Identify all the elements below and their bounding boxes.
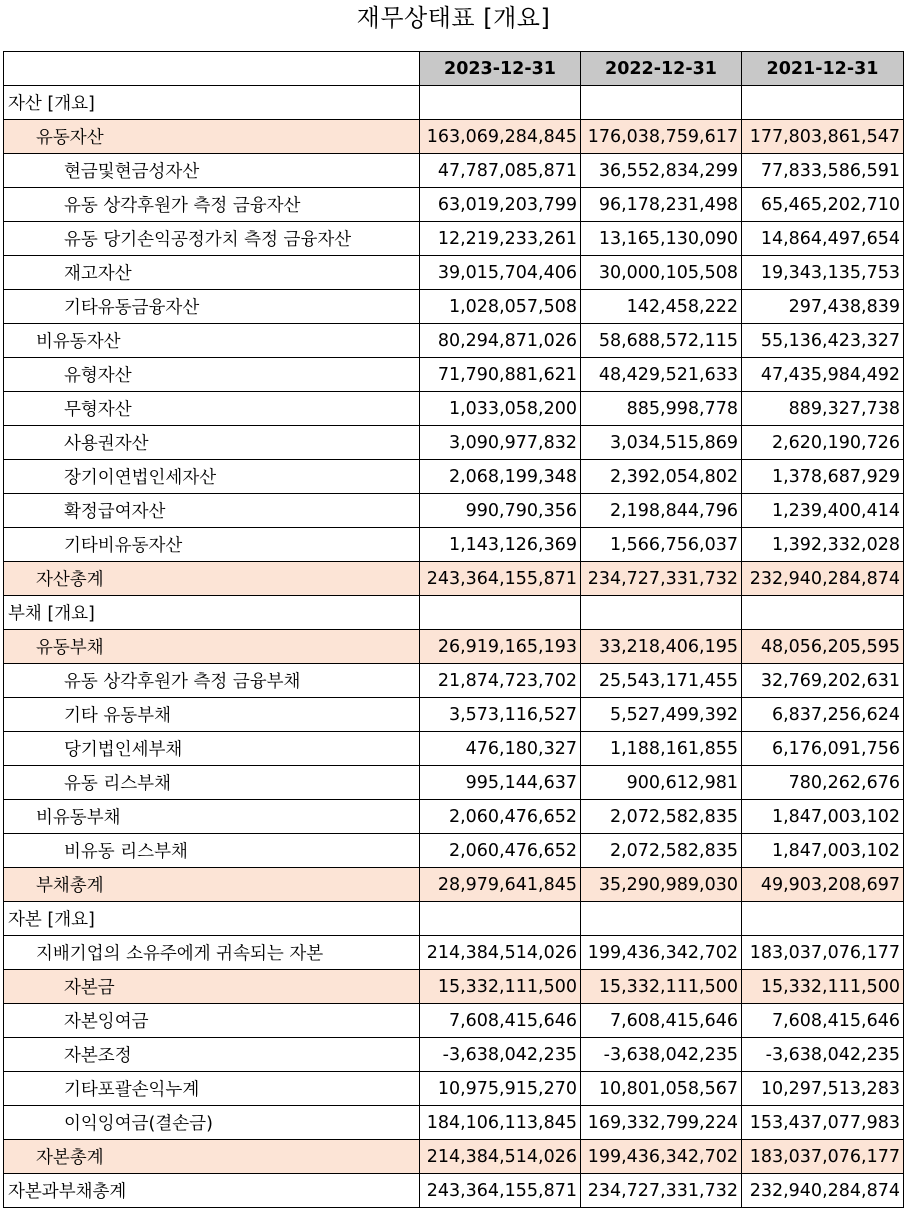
value-cell-2021-12-31: 297,438,839 [742, 290, 904, 324]
value-cell-2023-12-31: 3,573,116,527 [420, 698, 581, 732]
value-cell-2022-12-31: 36,552,834,299 [581, 154, 742, 188]
value-cell-2022-12-31: 15,332,111,500 [581, 970, 742, 1004]
value-cell-2022-12-31: 7,608,415,646 [581, 1004, 742, 1038]
value-cell-2021-12-31: 77,833,586,591 [742, 154, 904, 188]
table-body [4, 86, 904, 1208]
value-cell-2021-12-31: 183,037,076,177 [742, 936, 904, 970]
value-cell-2022-12-31: 5,527,499,392 [581, 698, 742, 732]
row-label: 유동 리스부채 [4, 766, 420, 800]
table-row [4, 698, 904, 732]
value-cell-2023-12-31: 26,919,165,193 [420, 630, 581, 664]
table-row [4, 800, 904, 834]
value-cell-2022-12-31: 176,038,759,617 [581, 120, 742, 154]
row-label: 기타포괄손익누계 [4, 1072, 420, 1106]
value-cell-2023-12-31: 63,019,203,799 [420, 188, 581, 222]
value-cell-2022-12-31: 199,436,342,702 [581, 1140, 742, 1174]
value-cell-2022-12-31: 885,998,778 [581, 392, 742, 426]
table-row [4, 528, 904, 562]
value-cell-2021-12-31: 183,037,076,177 [742, 1140, 904, 1174]
table-row [4, 290, 904, 324]
table-row [4, 664, 904, 698]
table-row [4, 970, 904, 1004]
value-cell-2023-12-31: 15,332,111,500 [420, 970, 581, 1004]
value-cell-2023-12-31: 184,106,113,845 [420, 1106, 581, 1140]
row-label: 현금및현금성자산 [4, 154, 420, 188]
value-cell-2022-12-31: -3,638,042,235 [581, 1038, 742, 1072]
row-label: 기타 유동부채 [4, 698, 420, 732]
value-cell-2022-12-31: 169,332,799,224 [581, 1106, 742, 1140]
value-cell-2021-12-31 [742, 902, 904, 936]
value-cell-2022-12-31: 25,543,171,455 [581, 664, 742, 698]
value-cell-2021-12-31 [742, 86, 904, 120]
value-cell-2022-12-31: 3,034,515,869 [581, 426, 742, 460]
page-title: 재무상태표 [개요] [356, 4, 551, 32]
value-cell-2023-12-31: 47,787,085,871 [420, 154, 581, 188]
value-cell-2023-12-31: 3,090,977,832 [420, 426, 581, 460]
table-row [4, 834, 904, 868]
table-row [4, 324, 904, 358]
value-cell-2021-12-31: 177,803,861,547 [742, 120, 904, 154]
value-cell-2022-12-31: 1,188,161,855 [581, 732, 742, 766]
row-label: 비유동 리스부채 [4, 834, 420, 868]
table-row [4, 630, 904, 664]
row-label: 장기이연법인세자산 [4, 460, 420, 494]
table-row [4, 188, 904, 222]
value-cell-2023-12-31: 163,069,284,845 [420, 120, 581, 154]
value-cell-2023-12-31: 243,364,155,871 [420, 562, 581, 596]
table-row [4, 562, 904, 596]
value-cell-2021-12-31: 65,465,202,710 [742, 188, 904, 222]
value-cell-2022-12-31: 96,178,231,498 [581, 188, 742, 222]
row-label: 유동 상각후원가 측정 금융부채 [4, 664, 420, 698]
value-cell-2022-12-31: 199,436,342,702 [581, 936, 742, 970]
table-row [4, 460, 904, 494]
column-header-2021: 2021-12-31 [742, 52, 904, 86]
row-label: 당기법인세부채 [4, 732, 420, 766]
value-cell-2021-12-31: 49,903,208,697 [742, 868, 904, 902]
row-label: 부채 [개요] [4, 596, 420, 630]
value-cell-2021-12-31: 232,940,284,874 [742, 562, 904, 596]
value-cell-2023-12-31 [420, 596, 581, 630]
row-label: 기타비유동자산 [4, 528, 420, 562]
table-row [4, 256, 904, 290]
value-cell-2021-12-31: 2,620,190,726 [742, 426, 904, 460]
row-label: 기타유동금융자산 [4, 290, 420, 324]
value-cell-2023-12-31: 990,790,356 [420, 494, 581, 528]
value-cell-2021-12-31: -3,638,042,235 [742, 1038, 904, 1072]
value-cell-2021-12-31: 47,435,984,492 [742, 358, 904, 392]
value-cell-2023-12-31: 476,180,327 [420, 732, 581, 766]
value-cell-2021-12-31: 32,769,202,631 [742, 664, 904, 698]
table-row [4, 358, 904, 392]
table-row [4, 766, 904, 800]
value-cell-2021-12-31: 6,176,091,756 [742, 732, 904, 766]
value-cell-2022-12-31: 234,727,331,732 [581, 1174, 742, 1208]
row-label: 자본 [개요] [4, 902, 420, 936]
value-cell-2021-12-31: 7,608,415,646 [742, 1004, 904, 1038]
value-cell-2023-12-31: 1,028,057,508 [420, 290, 581, 324]
value-cell-2023-12-31: 214,384,514,026 [420, 936, 581, 970]
value-cell-2022-12-31: 142,458,222 [581, 290, 742, 324]
table-row [4, 426, 904, 460]
value-cell-2023-12-31: 39,015,704,406 [420, 256, 581, 290]
table-row [4, 1004, 904, 1038]
value-cell-2021-12-31: 55,136,423,327 [742, 324, 904, 358]
row-label: 이익잉여금(결손금) [4, 1106, 420, 1140]
table-row [4, 732, 904, 766]
value-cell-2022-12-31: 33,218,406,195 [581, 630, 742, 664]
row-label: 비유동부채 [4, 800, 420, 834]
table-row [4, 902, 904, 936]
value-cell-2023-12-31: 214,384,514,026 [420, 1140, 581, 1174]
row-label: 자본잉여금 [4, 1004, 420, 1038]
row-label: 확정급여자산 [4, 494, 420, 528]
value-cell-2021-12-31: 1,847,003,102 [742, 800, 904, 834]
value-cell-2023-12-31: 80,294,871,026 [420, 324, 581, 358]
value-cell-2022-12-31: 1,566,756,037 [581, 528, 742, 562]
header-blank-cell [4, 52, 420, 86]
table-row [4, 120, 904, 154]
value-cell-2022-12-31: 2,198,844,796 [581, 494, 742, 528]
row-label: 자본금 [4, 970, 420, 1004]
value-cell-2023-12-31: -3,638,042,235 [420, 1038, 581, 1072]
value-cell-2021-12-31: 1,847,003,102 [742, 834, 904, 868]
row-label: 사용권자산 [4, 426, 420, 460]
value-cell-2022-12-31 [581, 596, 742, 630]
column-header-2022: 2022-12-31 [581, 52, 742, 86]
row-label: 부채총계 [4, 868, 420, 902]
value-cell-2021-12-31: 6,837,256,624 [742, 698, 904, 732]
value-cell-2021-12-31: 153,437,077,983 [742, 1106, 904, 1140]
table-row [4, 1072, 904, 1106]
value-cell-2023-12-31: 71,790,881,621 [420, 358, 581, 392]
table-row [4, 494, 904, 528]
value-cell-2022-12-31 [581, 86, 742, 120]
value-cell-2022-12-31: 35,290,989,030 [581, 868, 742, 902]
row-label: 유동 당기손익공정가치 측정 금융자산 [4, 222, 420, 256]
value-cell-2021-12-31: 15,332,111,500 [742, 970, 904, 1004]
value-cell-2023-12-31: 2,060,476,652 [420, 800, 581, 834]
value-cell-2021-12-31: 1,392,332,028 [742, 528, 904, 562]
value-cell-2022-12-31: 234,727,331,732 [581, 562, 742, 596]
value-cell-2022-12-31: 13,165,130,090 [581, 222, 742, 256]
row-label: 재고자산 [4, 256, 420, 290]
value-cell-2021-12-31: 1,378,687,929 [742, 460, 904, 494]
row-label: 자본총계 [4, 1140, 420, 1174]
value-cell-2021-12-31: 1,239,400,414 [742, 494, 904, 528]
table-row [4, 1140, 904, 1174]
value-cell-2021-12-31: 14,864,497,654 [742, 222, 904, 256]
value-cell-2023-12-31: 1,033,058,200 [420, 392, 581, 426]
table-row [4, 86, 904, 120]
value-cell-2021-12-31: 10,297,513,283 [742, 1072, 904, 1106]
table-row [4, 392, 904, 426]
table-row [4, 1038, 904, 1072]
row-label: 유동자산 [4, 120, 420, 154]
value-cell-2023-12-31: 2,068,199,348 [420, 460, 581, 494]
balance-sheet-table [3, 51, 904, 1208]
row-label: 자산총계 [4, 562, 420, 596]
value-cell-2022-12-31: 2,392,054,802 [581, 460, 742, 494]
value-cell-2023-12-31: 28,979,641,845 [420, 868, 581, 902]
row-label: 자산 [개요] [4, 86, 420, 120]
value-cell-2023-12-31: 995,144,637 [420, 766, 581, 800]
value-cell-2021-12-31: 232,940,284,874 [742, 1174, 904, 1208]
value-cell-2021-12-31 [742, 596, 904, 630]
value-cell-2022-12-31: 10,801,058,567 [581, 1072, 742, 1106]
value-cell-2021-12-31: 780,262,676 [742, 766, 904, 800]
row-label: 비유동자산 [4, 324, 420, 358]
header-row [4, 52, 904, 86]
value-cell-2023-12-31: 7,608,415,646 [420, 1004, 581, 1038]
row-label: 유동부채 [4, 630, 420, 664]
table-row [4, 596, 904, 630]
row-label: 유동 상각후원가 측정 금융자산 [4, 188, 420, 222]
value-cell-2021-12-31: 19,343,135,753 [742, 256, 904, 290]
value-cell-2023-12-31: 12,219,233,261 [420, 222, 581, 256]
table-row [4, 936, 904, 970]
value-cell-2023-12-31: 1,143,126,369 [420, 528, 581, 562]
value-cell-2022-12-31: 2,072,582,835 [581, 800, 742, 834]
value-cell-2022-12-31: 30,000,105,508 [581, 256, 742, 290]
row-label: 무형자산 [4, 392, 420, 426]
table-row [4, 1106, 904, 1140]
value-cell-2022-12-31 [581, 902, 742, 936]
row-label: 자본과부채총계 [4, 1174, 420, 1208]
row-label: 자본조정 [4, 1038, 420, 1072]
table-row [4, 222, 904, 256]
value-cell-2022-12-31: 2,072,582,835 [581, 834, 742, 868]
table-row [4, 1174, 904, 1208]
value-cell-2023-12-31: 21,874,723,702 [420, 664, 581, 698]
column-header-2023: 2023-12-31 [420, 52, 581, 86]
table-row [4, 868, 904, 902]
value-cell-2023-12-31: 243,364,155,871 [420, 1174, 581, 1208]
value-cell-2023-12-31 [420, 86, 581, 120]
value-cell-2023-12-31: 10,975,915,270 [420, 1072, 581, 1106]
value-cell-2022-12-31: 900,612,981 [581, 766, 742, 800]
value-cell-2022-12-31: 58,688,572,115 [581, 324, 742, 358]
row-label: 지배기업의 소유주에게 귀속되는 자본 [4, 936, 420, 970]
value-cell-2023-12-31: 2,060,476,652 [420, 834, 581, 868]
value-cell-2021-12-31: 48,056,205,595 [742, 630, 904, 664]
value-cell-2021-12-31: 889,327,738 [742, 392, 904, 426]
value-cell-2022-12-31: 48,429,521,633 [581, 358, 742, 392]
table-row [4, 154, 904, 188]
row-label: 유형자산 [4, 358, 420, 392]
value-cell-2023-12-31 [420, 902, 581, 936]
